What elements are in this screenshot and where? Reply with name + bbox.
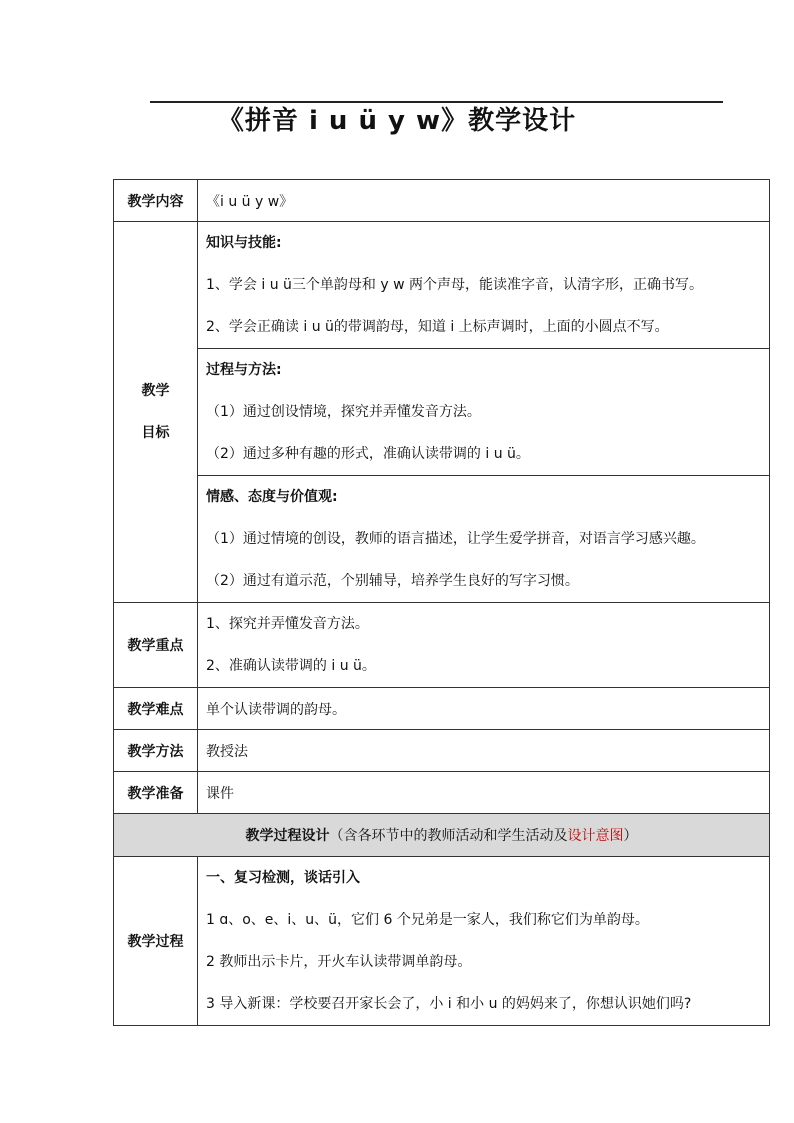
teaching-process xyxy=(198,857,770,1026)
row-objectives-attitude xyxy=(114,476,770,603)
key-point-item: 2、准确认读带调的 i u ü。 xyxy=(206,658,376,674)
page-title: 《拼音 i u ü y w》教学设计 xyxy=(217,106,577,136)
knowledge-item: 2、学会正确读 i u ü的带调韵母，知道 i 上标声调时，上面的小圆点不写。 xyxy=(206,319,669,335)
label-method: 教学方法 xyxy=(114,730,198,772)
process-design-header xyxy=(114,814,770,857)
process-heading: 过程与方法: xyxy=(206,362,282,378)
teaching-process-item: 2 教师出示卡片，开火车认读带调单韵母。 xyxy=(206,954,472,970)
row-objectives-knowledge xyxy=(114,222,770,349)
teaching-process-item: 3 导入新课：学校要召开家长会了，小 i 和小 u 的妈妈来了，你想认识她们吗? xyxy=(206,996,692,1012)
objectives-attitude xyxy=(198,476,770,603)
key-point-item: 1、探究并弄懂发音方法。 xyxy=(206,616,369,632)
process-design-bold: 教学过程设计 xyxy=(245,828,330,844)
lesson-plan-table xyxy=(113,179,770,1026)
row-method xyxy=(114,730,770,772)
process-design-middle: （含各环节中的教师活动和学生活动及 xyxy=(329,828,568,844)
process-item: （1）通过创设情境，探究并弄懂发音方法。 xyxy=(206,404,481,420)
row-preparation xyxy=(114,772,770,814)
knowledge-item: 1、学会 i u ü三个单韵母和 y w 两个声母，能读准字音，认清字形，正确书写。 xyxy=(206,277,703,293)
row-content xyxy=(114,180,770,222)
value-content: 《i u ü y w》 xyxy=(198,180,770,222)
row-objectives-process xyxy=(114,349,770,476)
knowledge-heading: 知识与技能: xyxy=(206,235,282,251)
row-process-design-header xyxy=(114,814,770,857)
teaching-process-heading: 一、复习检测，谈话引入 xyxy=(206,870,360,886)
attitude-item: （1）通过情境的创设，教师的语言描述，让学生爱学拼音，对语言学习感兴趣。 xyxy=(206,531,705,547)
label-objectives xyxy=(114,222,198,603)
objectives-process xyxy=(198,349,770,476)
value-preparation: 课件 xyxy=(198,772,770,814)
value-method: 教授法 xyxy=(198,730,770,772)
key-points xyxy=(198,603,770,688)
row-key-points xyxy=(114,603,770,688)
process-design-accent: 设计意图 xyxy=(567,828,624,844)
process-item: （2）通过多种有趣的形式，准确认读带调的 i u ü。 xyxy=(206,446,530,462)
label-content: 教学内容 xyxy=(114,180,198,222)
value-difficulty: 单个认读带调的韵母。 xyxy=(198,688,770,730)
label-key-points: 教学重点 xyxy=(114,603,198,688)
process-design-end: ） xyxy=(623,828,638,844)
attitude-heading: 情感、态度与价值观: xyxy=(206,489,338,505)
label-teaching-process: 教学过程 xyxy=(114,857,198,1026)
label-difficulty: 教学难点 xyxy=(114,688,198,730)
row-difficulty xyxy=(114,688,770,730)
label-objectives-line2: 目标 xyxy=(141,425,170,441)
teaching-process-item: 1 ɑ、o、e、i、u、ü，它们 6 个兄弟是一家人，我们称它们为单韵母。 xyxy=(206,912,649,928)
objectives-knowledge xyxy=(198,222,770,349)
row-teaching-process xyxy=(114,857,770,1026)
label-objectives-line1: 教学 xyxy=(141,383,170,399)
label-preparation: 教学准备 xyxy=(114,772,198,814)
attitude-item: （2）通过有道示范，个别辅导，培养学生良好的写字习惯。 xyxy=(206,573,579,589)
